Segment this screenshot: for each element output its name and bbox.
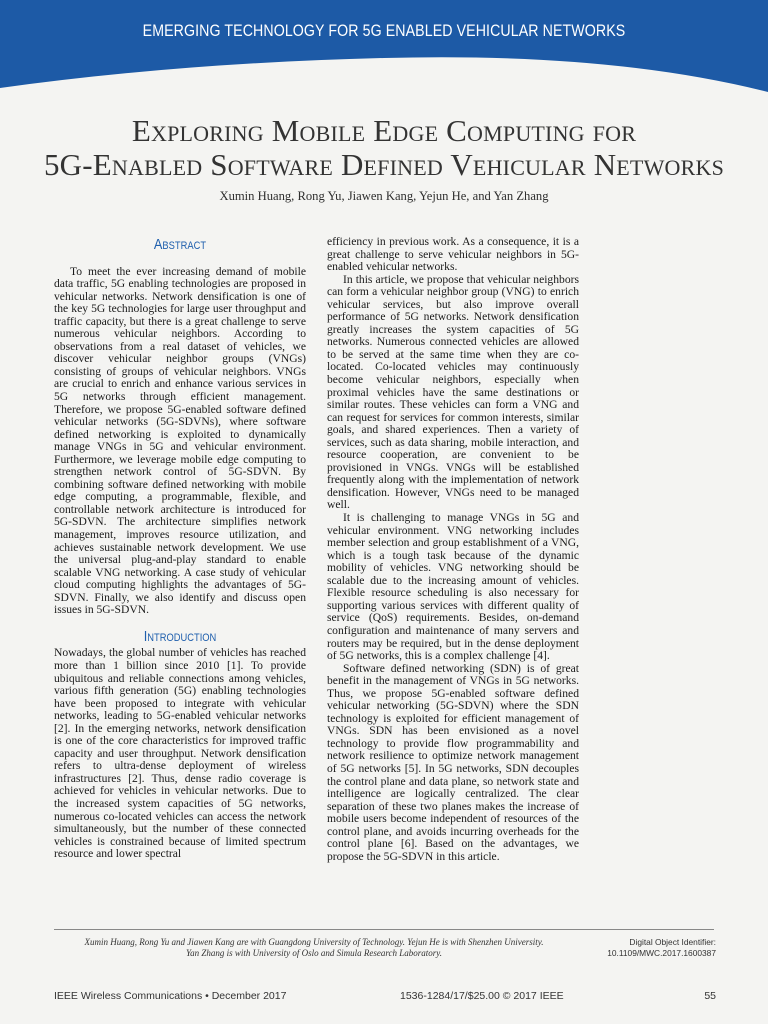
doi-value: 10.1109/MWC.2017.1600387 (607, 948, 716, 958)
right-column (327, 236, 579, 863)
intro-paragraph-1-continued: efficiency in previous work. As a consequence, it is a great challenge to serve vehicular neighbors in 5G-enabled vehicular networks. (327, 235, 579, 274)
intro-paragraph-1: Nowadays, the global number of vehicles has reached more than 1 billion since 2010 [1]. To provide ubiquitous and reliable connections among vehicles, various fifth generation (5G) enabling technologies have been proposed to integrate with vehicular networks, leading to 5G-enabled vehicular networks [2]. In the emerging networks, network densification is one of the core characteristics for improved traffic capacity and user throughput. Network densification refers to ultra-dense deployment of wireless infrastructures [2]. Thus, dense radio coverage is achieved for vehicles in vehicular networks. Due to the increased system capacities of 5G networks, numerous co-located vehicles can access the network simultaneously, but the number of these connected vehicles is constrained because of limited spectrum resource and lower spectral (54, 646, 306, 861)
abstract-heading: Abstract (153, 236, 207, 253)
intro-paragraph-4: Software defined networking (SDN) is of great benefit in the management of VNGs in 5G networks. Thus, we propose 5G-enabled software defined vehicular networking (5G-SDVN) where the SDN technology is exploited for efficient management of VNGs. SDN has been envisioned as a novel technology to provide flow programmability and network resilience to optimize network management of 5G networks [5]. In 5G networks, SDN decouples the control plane and data plane, so network state and intelligence are logically centralized. The clear separation of these two planes makes the increase of mobile users become independent of resources of the control plane, and avoids incurring overheads for the control plane [6]. Based on the advantages, we propose the 5G-SDVN in this article. (327, 661, 579, 863)
page-number: 55 (704, 990, 716, 1002)
author-list: Xumin Huang, Rong Yu, Jiawen Kang, Yejun He, and Yan Zhang (219, 189, 549, 203)
author-affiliations (54, 937, 574, 959)
doi-block (592, 937, 716, 959)
article-title-line-1: Exploring Mobile Edge Computing for (131, 113, 637, 148)
journal-footer: IEEE Wireless Communications • December 2017 (54, 990, 287, 1002)
issn-footer: 1536-1284/17/$25.00 © 2017 IEEE (400, 990, 564, 1002)
intro-paragraph-3: It is challenging to manage VNGs in 5G and vehicular environment. VNG networking includes member selection and group establishment of a VNG, which is a tough task because of the dynamic mobility of vehicles. VNG networking should be scalable due to the increasing amount of vehicles. Flexible resource scheduling is also necessary for supporting various services with different quality of service (QoS) requirements. Besides, on-demand configuration and maintenance of many servers and routers may be required, but in the dense deployment of 5G networks, this is a complex challenge [4]. (327, 511, 579, 663)
affiliation-line-1: Xumin Huang, Rong Yu and Jiawen Kang are with Guangdong University of Technology. Yejun He is with Shenzhen University. (84, 937, 544, 947)
header-banner (0, 0, 768, 92)
section-banner-title: EMERGING TECHNOLOGY FOR 5G ENABLED VEHICULAR NETWORKS (142, 22, 626, 40)
abstract-text: To meet the ever increasing demand of mobile data traffic, 5G enabling technologies are proposed in vehicular networks. Network densification is one of the key 5G technologies for large user throughput and traffic capacity, but there is a great challenge to serve numerous vehicular neighbors. According to observations from a real dataset of vehicles, we discover vehicular neighbor groups (VNGs) consisting of groups of vehicular neighbors. VNGs are crucial to enrich and enhance various services in 5G networks through efficient management. Therefore, we propose 5G-enabled software defined vehicular networks (5G-SDVNs), where software defined networking is exploited to dynamically manage VNGs in 5G and vehicular environment. Furthermore, we leverage mobile edge computing to strengthen network control of 5G-SDVN. By combining software defined networking with mobile edge computing, a programmable, flexible, and controllable network architecture is introduced for 5G-SDVN. The architecture simplifies network management, improves resource utilization, and achieves sustainable network development. We use the universal plug-and-play standard to enable scalable VNG networking. A case study of vehicular cloud computing highlights the advantages of 5G-SDVN. Finally, we also identify and discuss open issues in 5G-SDVN. (54, 264, 306, 617)
left-column (54, 235, 306, 861)
article-title-line-2: 5G-Enabled Software Defined Vehicular Networks (43, 147, 725, 182)
footnote-rule (54, 929, 714, 930)
intro-paragraph-2: In this article, we propose that vehicular neighbors can form a vehicular neighbor group (VNG) to enrich vehicular services, but also improve overall performance of 5G networks. Network densification greatly increases the system capacities of 5G networks. Numerous connected vehicles are allowed to be served at the same time when they are co-located. Co-located vehicles may continuously become vehicular neighbors, especially when proximal vehicles have the same destinations or similar routes. These vehicles can form a VNG and can request for services for common interests, similar goals, and shared experiences. Then a variety of services, such as data sharing, mobile interaction, and resource cooperation, are convenient to be provisioned in VNGs. VNGs will be established frequently along with the implementation of network densification. However, VNGs need to be managed well. (327, 272, 579, 512)
affiliation-line-2: Yan Zhang is with University of Oslo and Simula Research Laboratory. (185, 948, 443, 958)
introduction-heading: Introduction (143, 627, 217, 645)
doi-label: Digital Object Identifier: (629, 937, 716, 947)
